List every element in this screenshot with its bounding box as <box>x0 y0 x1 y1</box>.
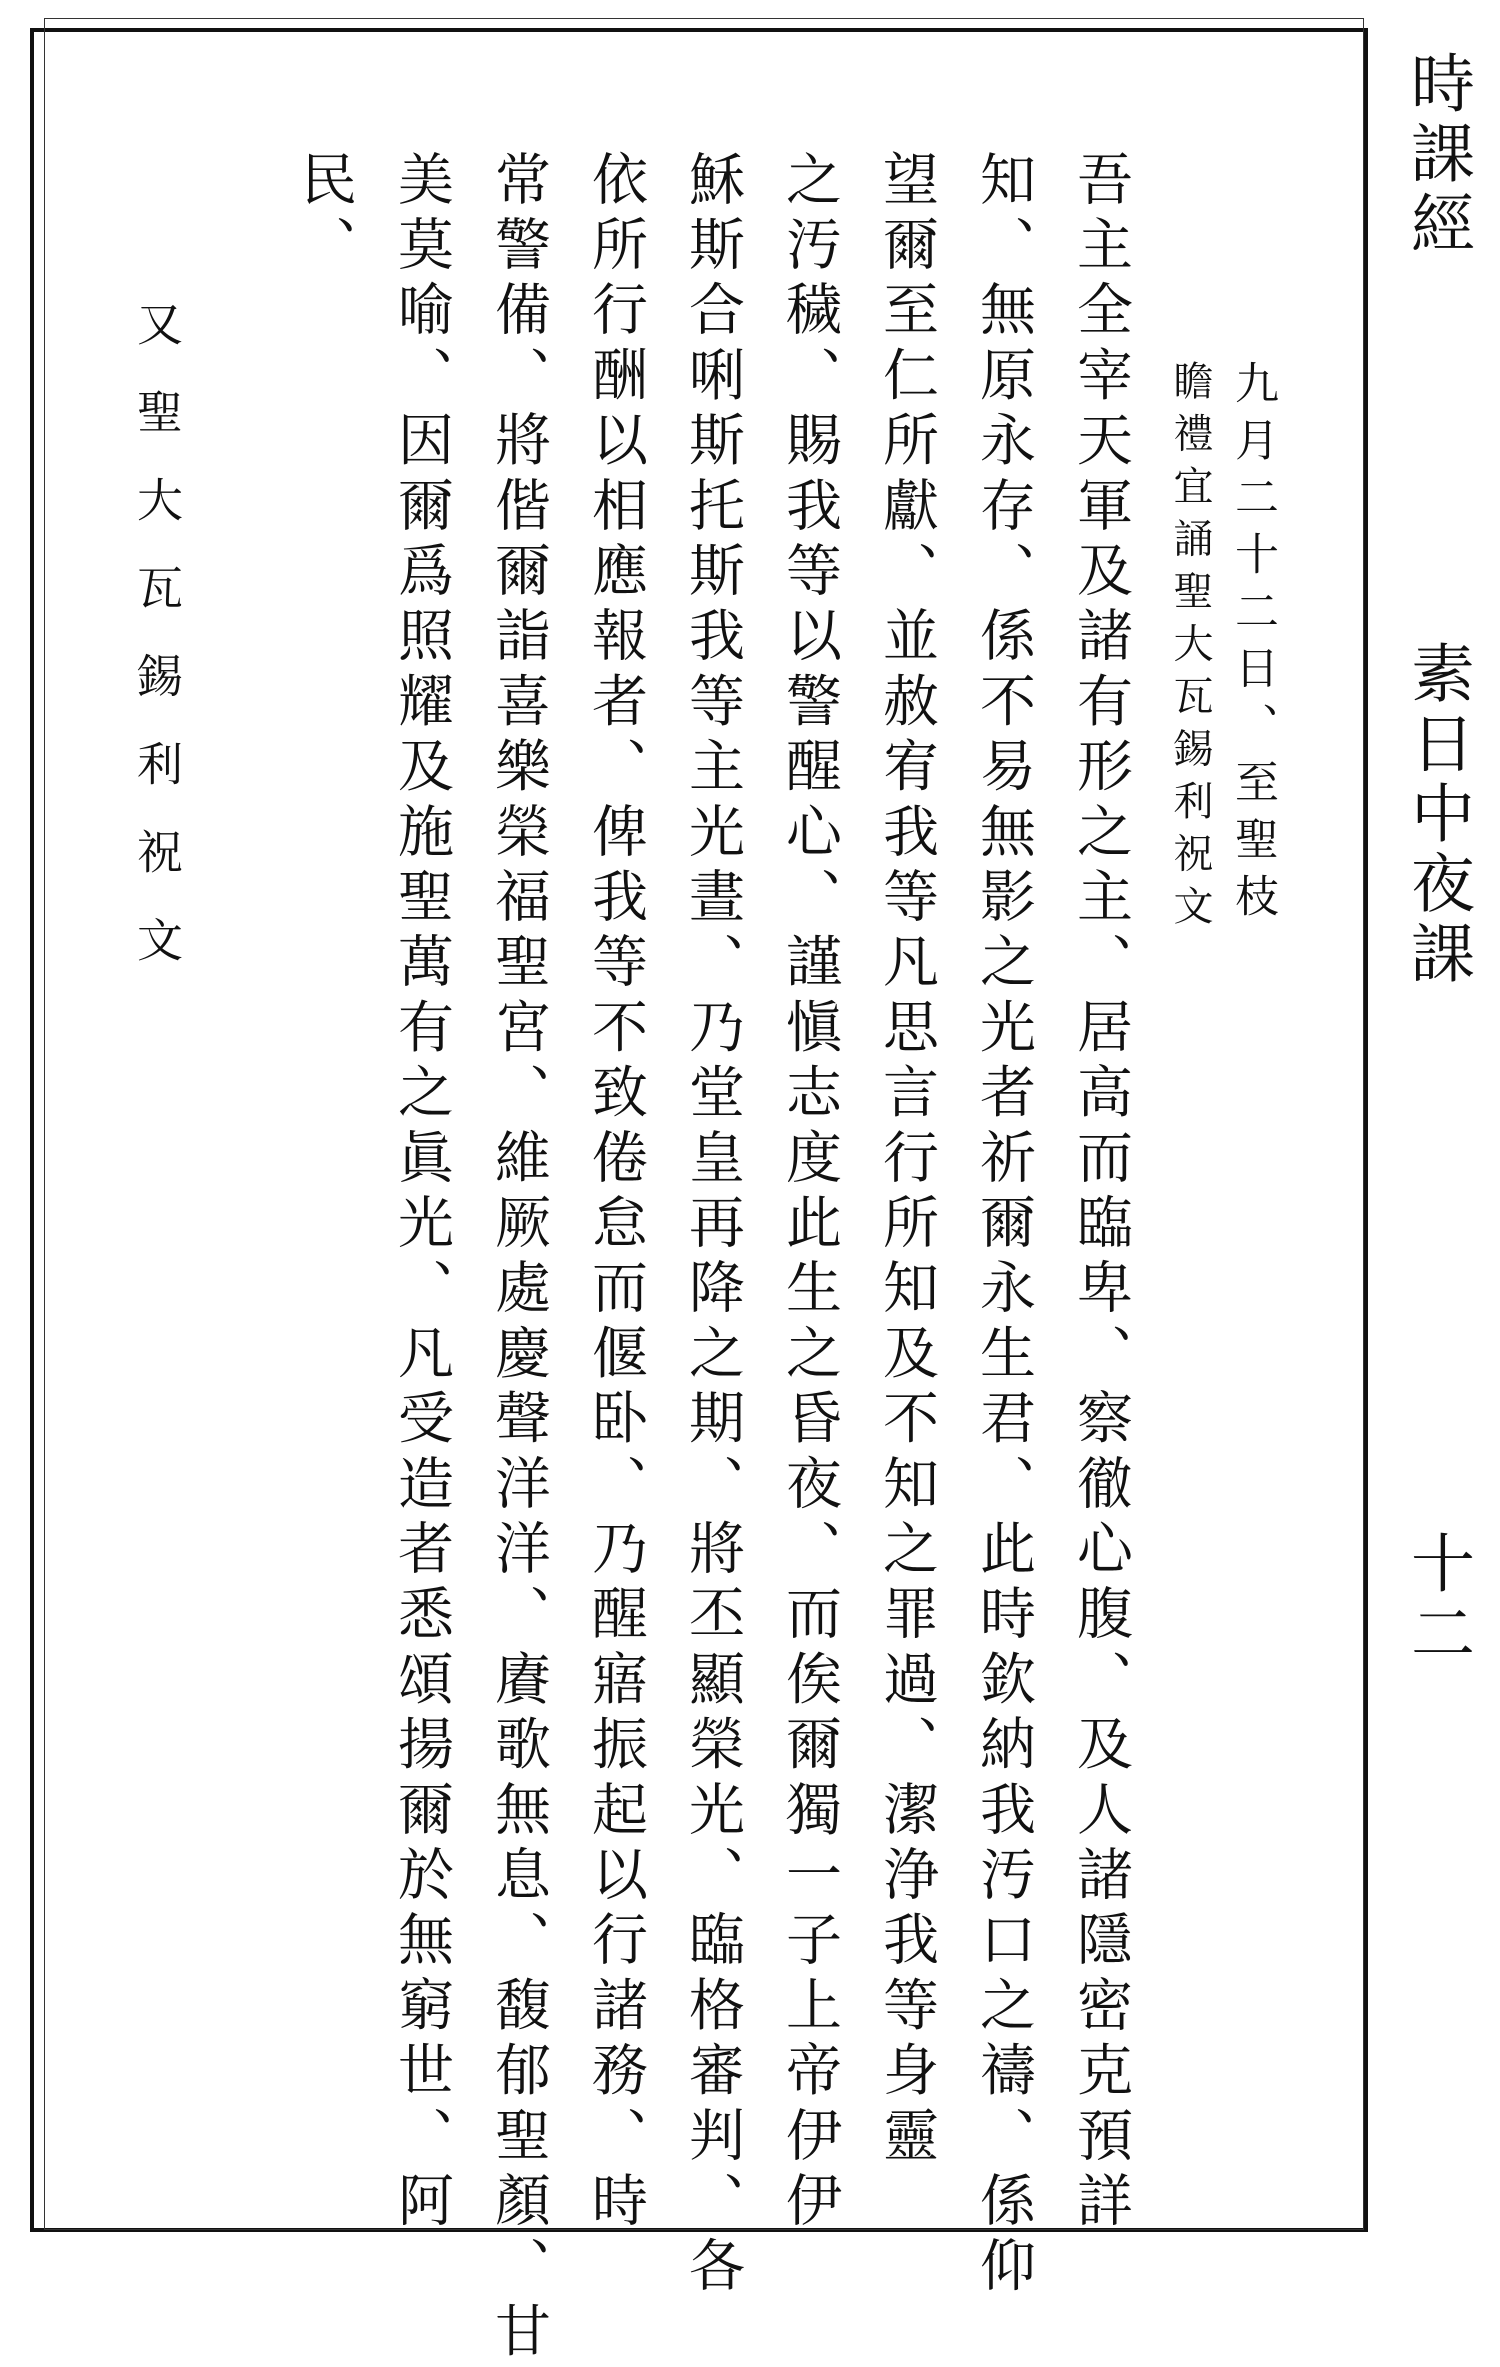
body-column-8: 美莫喻、因爾爲照耀及施聖萬有之眞光、凡受造者悉頌揚爾於無窮世、阿 <box>389 150 454 2237</box>
prayer-subtitle: 瞻禮宜誦聖大瓦錫利祝文 <box>1167 360 1213 938</box>
page-number: 十二 <box>1400 1530 1474 1670</box>
body-column-5: 穌斯合唎斯托斯我等主光晝、乃堂皇再降之期、將丕顯榮光、臨格審判、各 <box>680 150 745 2302</box>
body-column-6: 依所行酬以相應報者、俾我等不致倦怠而偃卧、乃醒寤振起以行諸務、時 <box>583 150 648 2237</box>
body-column-7: 常警備、將偕爾詣喜樂榮福聖宮、維厥處慶聲洋洋、賡歌無息、馥郁聖顏、甘 <box>486 150 551 2367</box>
section-title: 素日中夜課 <box>1400 640 1474 990</box>
next-prayer-title: 又聖大瓦錫利祝文 <box>130 300 184 1004</box>
body-column-1: 吾主全宰天軍及諸有形之主、居高而臨卑、察徹心腹、及人諸隱密克預詳 <box>1068 150 1133 2237</box>
body-column-9: 民、 <box>292 150 357 281</box>
body-column-2: 知、無原永存、係不易無影之光者祈爾永生君、此時欽納我汚口之禱、係仰 <box>971 150 1036 2302</box>
date-heading: 九月二十二日、至聖枝 <box>1227 360 1278 930</box>
book-title: 時課經 <box>1400 50 1474 260</box>
body-column-3: 望爾至仁所獻、並赦宥我等凡思言行所知及不知之罪過、潔浄我等身靈 <box>874 150 939 2172</box>
body-column-4: 之汚穢、賜我等以警醒心、謹愼志度此生之昏夜、而俟爾獨一子上帝伊伊 <box>777 150 842 2237</box>
